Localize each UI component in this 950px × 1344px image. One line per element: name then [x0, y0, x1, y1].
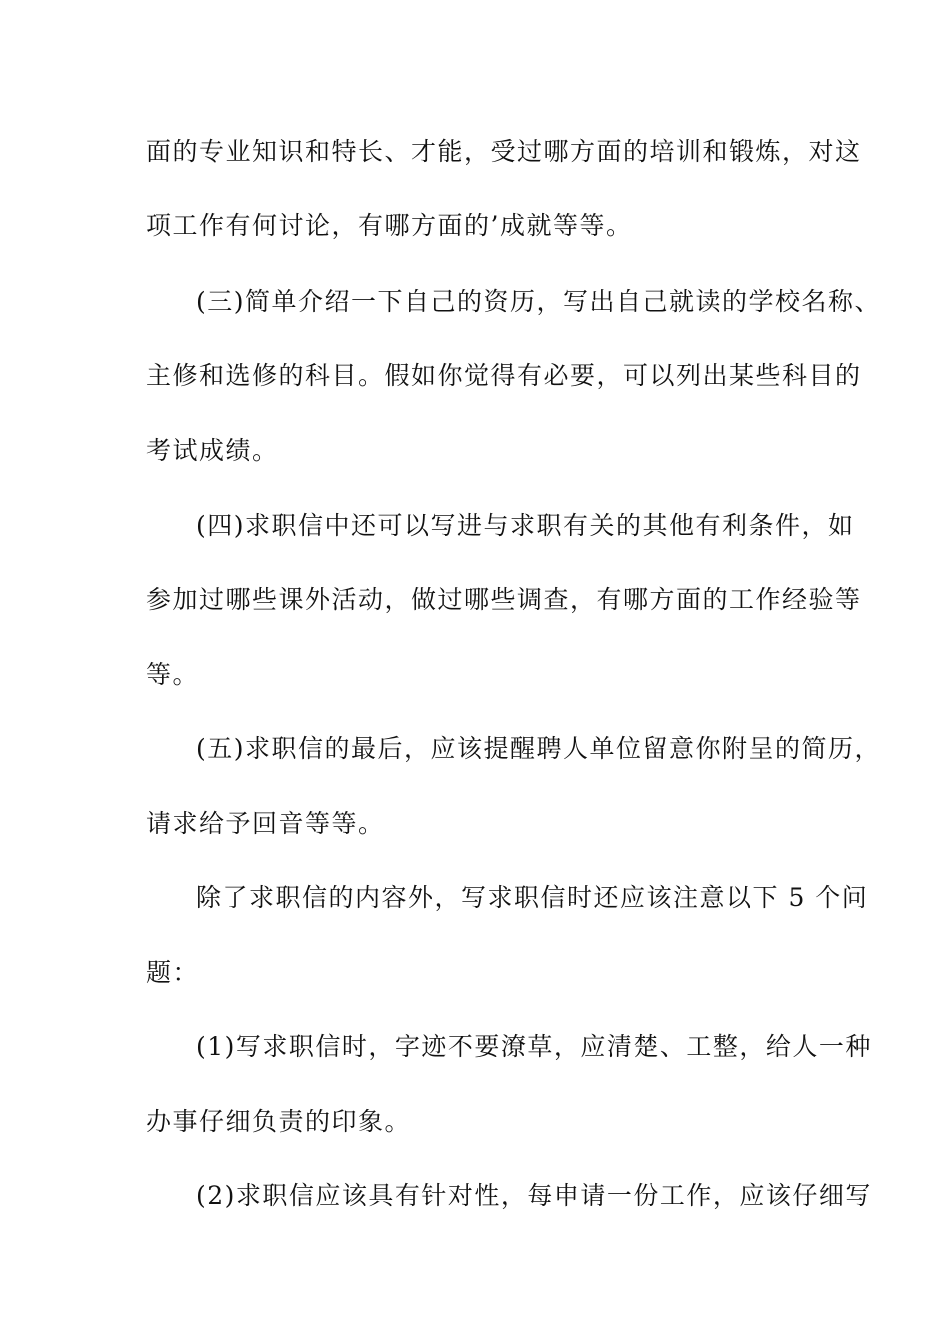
paragraph-line: 主修和选修的科目。假如你觉得有必要，可以列出某些科目的	[146, 361, 862, 390]
paragraph-line: (四)求职信中还可以写进与求职有关的其他有利条件，如	[196, 511, 855, 540]
paragraph-line: 请求给予回音等等。	[146, 809, 385, 838]
paragraph-line: (五)求职信的最后，应该提醒聘人单位留意你附呈的简历，	[196, 734, 882, 763]
paragraph-line: 面的专业知识和特长、才能，受过哪方面的培训和锻炼，对这	[146, 137, 862, 166]
paragraph-line: 题：	[146, 958, 200, 987]
paragraph-line: 除了求职信的内容外，写求职信时还应该注意以下 5 个问	[196, 883, 869, 912]
paragraph-line: 项工作有何讨论，有哪方面的’成就等等。	[146, 211, 633, 240]
paragraph-line: 参加过哪些课外活动，做过哪些调查，有哪方面的工作经验等	[146, 585, 862, 614]
paragraph-line: 考试成绩。	[146, 436, 279, 465]
paragraph-line: (2)求职信应该具有针对性，每申请一份工作，应该仔细写	[196, 1181, 872, 1210]
paragraph-line: (三)简单介绍一下自己的资历，写出自己就读的学校名称、	[196, 287, 882, 316]
paragraph-line: 等。	[146, 660, 200, 689]
paragraph-line: 办事仔细负责的印象。	[146, 1107, 412, 1136]
paragraph-line: (1)写求职信时，字迹不要潦草，应清楚、工整，给人一种	[196, 1032, 872, 1061]
